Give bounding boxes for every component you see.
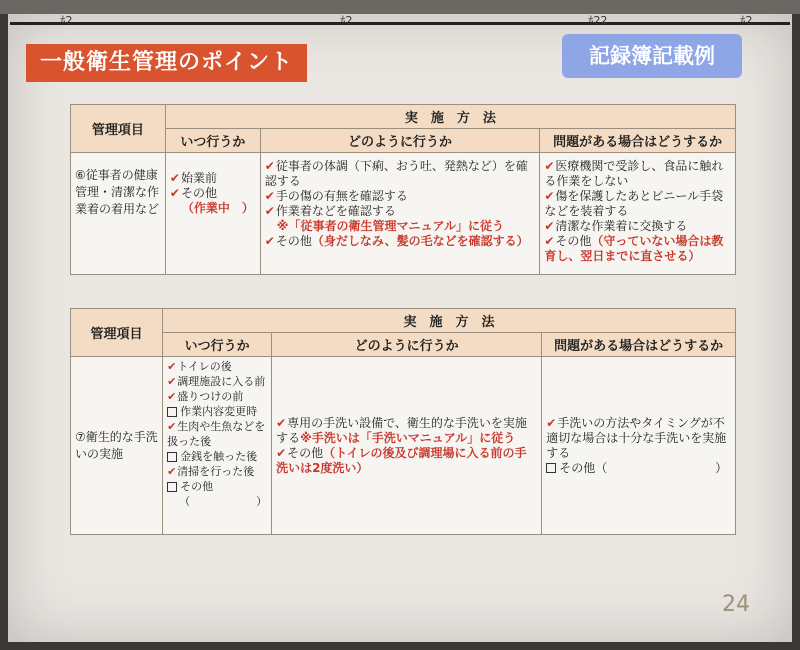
row2-item: ⑦衛生的な手洗いの実施 <box>71 357 163 535</box>
header-how: どのように行うか <box>272 333 542 357</box>
header-method: 実 施 方 法 <box>163 309 736 333</box>
list-item: ✔医療機関で受診し、食品に触れる作業をしない <box>544 159 724 188</box>
check-icon: ✔ <box>167 420 177 433</box>
header-item: 管理項目 <box>71 105 166 153</box>
check-icon: ✔ <box>167 360 177 373</box>
list-item: その他 <box>167 479 267 494</box>
list-item: ※「従事者の衛生管理マニュアル」に従う <box>276 219 504 233</box>
check-icon: ✔ <box>544 234 555 248</box>
list-item: ✔トイレの後 <box>167 360 232 373</box>
check-icon: ✔ <box>276 445 287 460</box>
header-when: いつ行うか <box>163 333 272 357</box>
row1-item: ⑥従事者の健康管理・清潔な作業着の着用など <box>71 153 166 275</box>
top-mark: ﾎ22 <box>588 14 608 27</box>
header-item: 管理項目 <box>71 309 163 357</box>
record-example-badge: 記録簿記載例 <box>562 34 742 78</box>
check-icon: ✔ <box>264 234 275 248</box>
list-item: （作業中 ） <box>181 201 254 215</box>
list-item: 金銭を触った後 <box>167 449 267 464</box>
health-management-table <box>70 104 736 275</box>
list-item: ✔調理施設に入る前 <box>167 375 266 388</box>
list-item: ✔手の傷の有無を確認する <box>264 189 408 203</box>
list-item: ✔傷を保護したあとビニール手袋などを装着する <box>544 189 724 218</box>
header-when: いつ行うか <box>165 129 260 153</box>
page-number: 24 <box>722 592 750 617</box>
list-item: 作業内容変更時 <box>167 404 267 419</box>
empty-checkbox-icon <box>167 482 177 492</box>
list-item: ✔従事者の体調（下痢、おう吐、発熱など）を確認する <box>264 159 528 188</box>
check-icon: ✔ <box>546 415 557 430</box>
check-icon: ✔ <box>544 159 555 173</box>
list-item: ✔清潔な作業着に交換する <box>544 219 688 233</box>
handwashing-table <box>70 308 736 535</box>
check-icon: ✔ <box>169 186 180 200</box>
row2-when-cell <box>163 357 272 535</box>
list-item: その他（ ） <box>546 461 731 476</box>
empty-checkbox-icon <box>167 452 177 462</box>
check-icon: ✔ <box>167 465 177 478</box>
list-item: ✔専用の手洗い設備で、衛生的な手洗いを実施する※手洗いは「手洗いマニュアル」に従う <box>276 415 527 445</box>
list-item: ✔作業着などを確認する <box>264 204 396 218</box>
top-mark: ﾎ2 <box>740 14 753 27</box>
row2-how-cell <box>272 357 542 535</box>
list-item: ✔盛りつけの前 <box>167 390 244 403</box>
top-mark: ﾎ2 <box>340 14 353 27</box>
check-icon: ✔ <box>264 204 275 218</box>
check-icon: ✔ <box>167 390 177 403</box>
header-problem: 問題がある場合はどうするか <box>542 333 736 357</box>
check-icon: ✔ <box>276 415 287 430</box>
list-item: ✔清掃を行った後 <box>167 465 255 478</box>
check-icon: ✔ <box>167 375 177 388</box>
row1-how-cell <box>260 153 540 275</box>
row1-problem-cell <box>540 153 736 275</box>
projector-top-edge <box>0 0 800 14</box>
list-item: ✔その他（トイレの後及び調理場に入る前の手洗いは2度洗い） <box>276 445 527 475</box>
header-how: どのように行うか <box>260 129 540 153</box>
check-icon: ✔ <box>544 219 555 233</box>
list-item: ✔生肉や生魚などを扱った後 <box>167 420 266 448</box>
check-icon: ✔ <box>264 159 275 173</box>
slide-title: 一般衛生管理のポイント <box>26 44 307 82</box>
check-icon: ✔ <box>169 171 180 185</box>
list-item: （ ） <box>179 495 268 508</box>
top-mark: ﾎ2 <box>60 14 73 27</box>
row2-problem-cell <box>542 357 736 535</box>
screen-top-line <box>10 22 790 25</box>
empty-checkbox-icon <box>546 463 556 473</box>
list-item: ✔その他 <box>169 186 217 200</box>
header-method: 実 施 方 法 <box>165 105 735 129</box>
check-icon: ✔ <box>544 189 555 203</box>
header-problem: 問題がある場合はどうするか <box>540 129 736 153</box>
list-item: ✔その他（身だしなみ、髪の毛などを確認する） <box>264 234 529 248</box>
list-item: ✔始業前 <box>169 171 217 185</box>
empty-checkbox-icon <box>167 407 177 417</box>
row1-when-cell <box>165 153 260 275</box>
list-item: ✔その他（守っていない場合は教育し、翌日までに直させる） <box>544 234 724 263</box>
list-item: ✔手洗いの方法やタイミングが不適切な場合は十分な手洗いを実施する <box>546 415 727 460</box>
check-icon: ✔ <box>264 189 275 203</box>
